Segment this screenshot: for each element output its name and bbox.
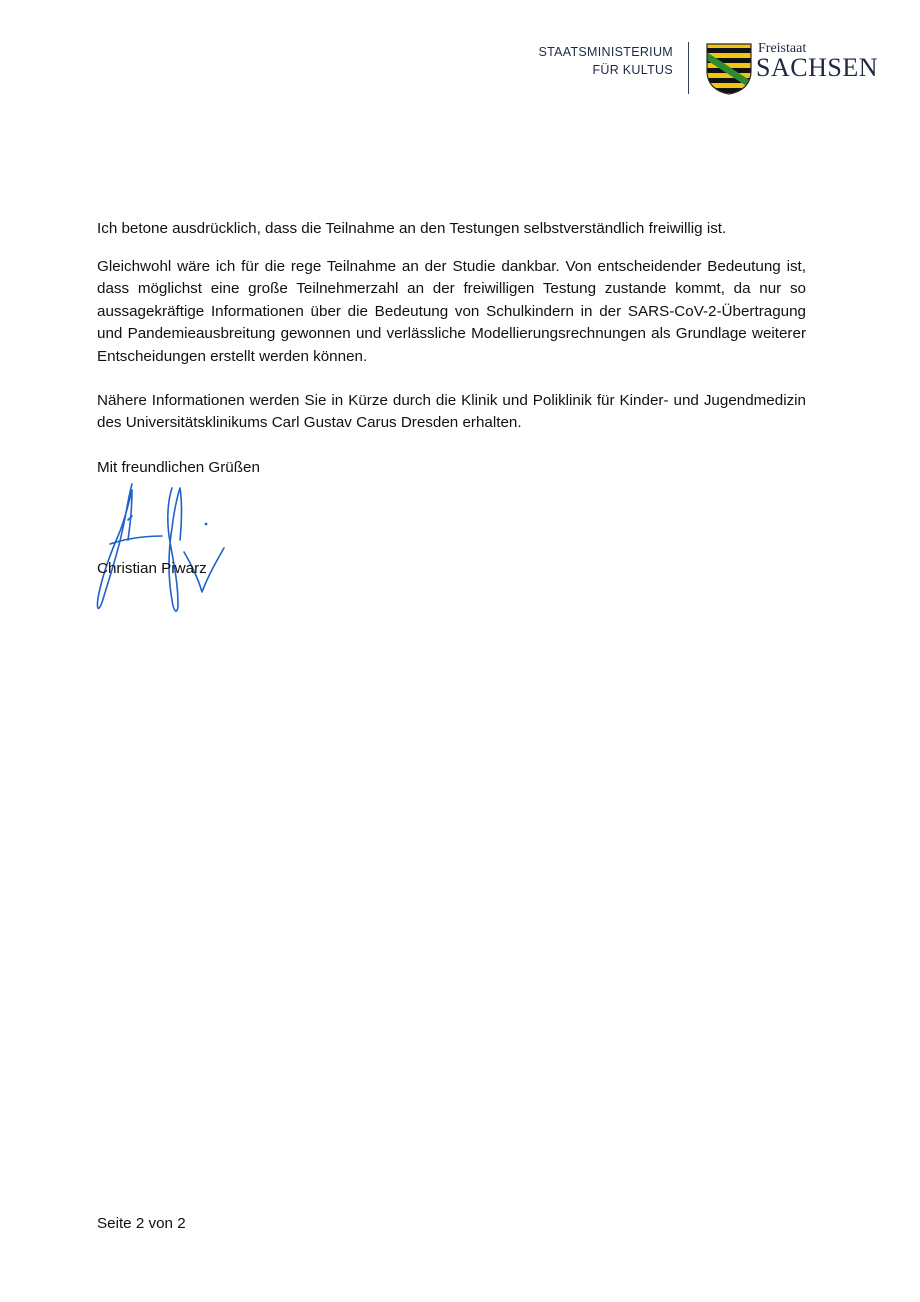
paragraph-voluntary <box>97 218 806 240</box>
brand-freistaat: Freistaat <box>758 41 807 56</box>
header-divider <box>688 42 689 94</box>
page-number: Seite 2 von 2 <box>97 1215 186 1232</box>
ministry-line-2: FÜR KULTUS <box>592 63 673 77</box>
letterhead <box>520 40 880 98</box>
paragraph-3-text: Nähere Informationen werden Sie in Kürze durch die Klinik und Poliklinik für Kinder- und Jugendmedizin des Universitätsklinikums Carl Gustav Carus Dresden erhalten. <box>97 392 806 432</box>
paragraph-information <box>97 390 806 435</box>
paragraph-1-text: Ich betone ausdrücklich, dass die Teilnahme an den Testungen selbstverständlich freiwillig ist. <box>97 220 727 237</box>
signer-name: Christian Piwarz <box>97 560 207 577</box>
ministry-line-1: STAATSMINISTERIUM <box>538 45 673 59</box>
paragraph-2-text: Gleichwohl wäre ich für die rege Teilnahme an der Studie dankbar. Von entscheidender Bedeutung ist, dass möglichst eine große Teilnehmerzahl an der freiwilligen Testung zustande kommt, da nur so aussagekräftige Informationen über die Bedeutung von Schulkindern in der SARS-CoV-2-Übertragung und Pandemieausbreitung gewonnen und verlässliche Modellierungsrechnungen als Grundlage weiterer Entscheidungen erstellt werden können. <box>97 258 806 365</box>
closing-greeting: Mit freundlichen Grüßen <box>97 459 260 476</box>
brand-sachsen: SACHSEN <box>756 53 878 82</box>
handwritten-signature <box>88 480 238 622</box>
ministry-name <box>520 43 673 79</box>
paragraph-participation <box>97 256 806 368</box>
saxony-coat-of-arms-icon <box>706 43 752 95</box>
